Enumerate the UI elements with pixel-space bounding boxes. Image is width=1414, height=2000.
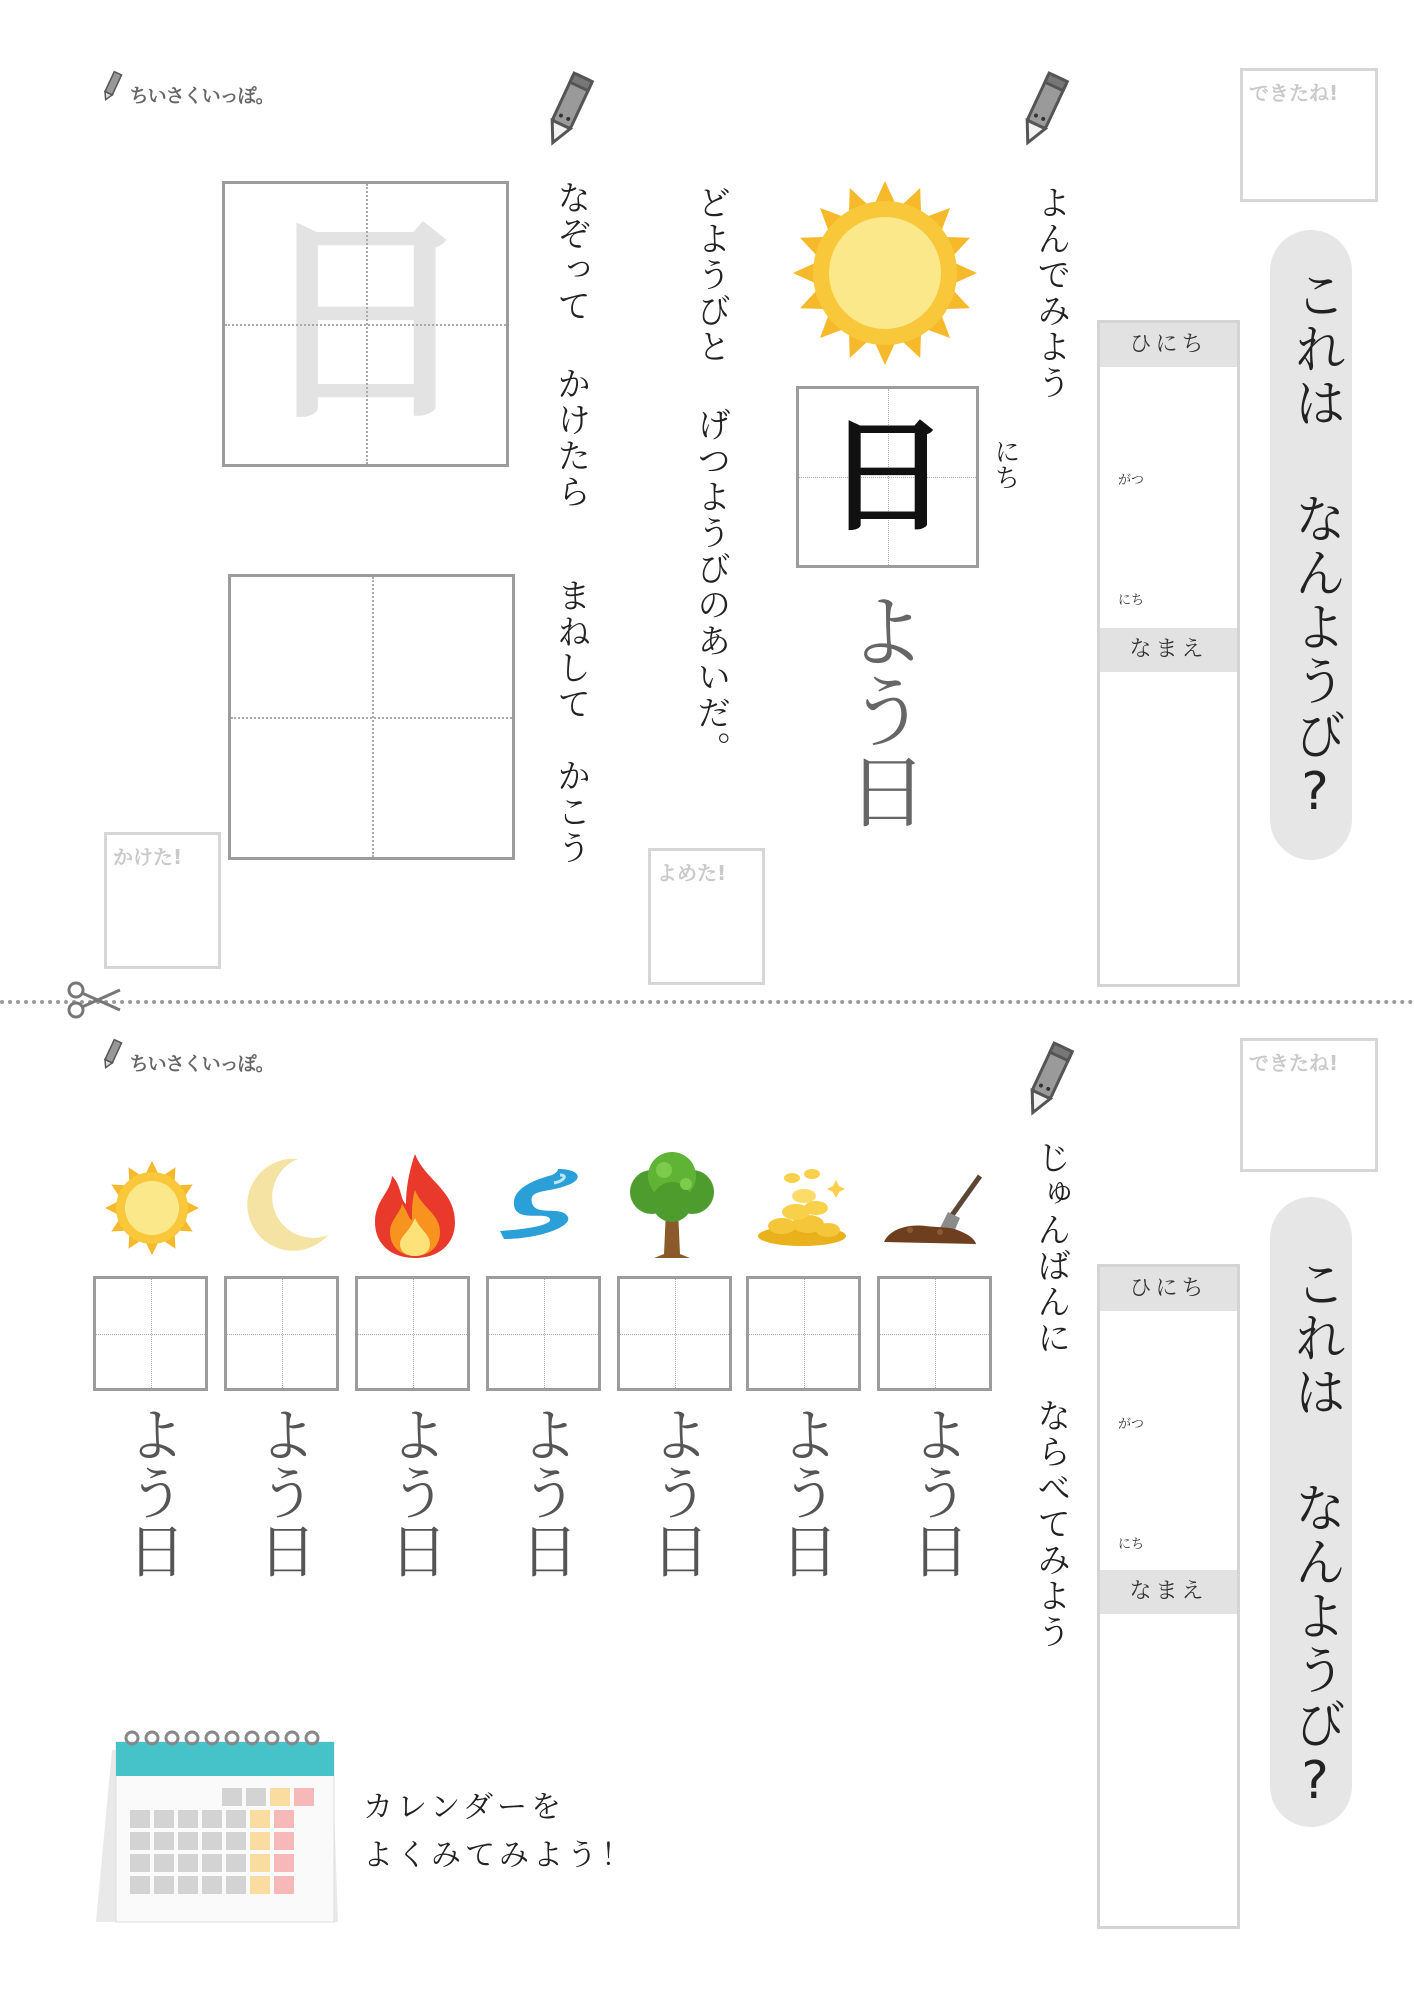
pencil-icon bbox=[100, 1038, 124, 1075]
moon-icon bbox=[240, 1155, 330, 1259]
date-label: ひにち bbox=[1100, 323, 1237, 367]
title-pill bbox=[1270, 230, 1352, 860]
cut-line bbox=[0, 1000, 1414, 1004]
date-input-area[interactable] bbox=[1108, 373, 1229, 623]
day-box[interactable] bbox=[355, 1276, 470, 1391]
day-suffix: よう日 bbox=[248, 1405, 317, 1579]
pencil-icon bbox=[1020, 1040, 1076, 1124]
soil-icon bbox=[880, 1170, 990, 1254]
sun-icon bbox=[790, 178, 980, 372]
trace-kanji: 日 bbox=[255, 194, 476, 450]
month-label: がつ bbox=[1118, 473, 1145, 488]
day-suffix: よう日 bbox=[641, 1405, 710, 1579]
trace-instruction-1: なぞって かけたら bbox=[550, 180, 591, 510]
done-stamp-box[interactable] bbox=[1240, 1038, 1378, 1172]
day-label: にち bbox=[1118, 1537, 1145, 1552]
calendar-text-1: カレンダーを bbox=[363, 1790, 566, 1825]
name-label: なまえ bbox=[1100, 1570, 1237, 1614]
done-stamp-label: できたね! bbox=[1249, 1051, 1339, 1075]
page-title: これは なんようび? bbox=[1285, 1257, 1345, 1813]
calendar-text-2: よくみてみよう！ bbox=[363, 1838, 635, 1873]
written-stamp-box[interactable] bbox=[104, 832, 221, 969]
date-input-area[interactable] bbox=[1108, 1317, 1229, 1565]
day-suffix: よう日 bbox=[770, 1405, 839, 1579]
calendar-icon bbox=[92, 1722, 342, 1936]
logo-text: ちいさくいっぽ。 bbox=[129, 1053, 274, 1075]
day-suffix: よう日 bbox=[510, 1405, 579, 1579]
kanji-character: 日 bbox=[825, 405, 950, 549]
day-suffix: よう日 bbox=[901, 1405, 970, 1579]
logo-text: ちいさくいっぽ。 bbox=[129, 85, 274, 107]
kanji-box bbox=[796, 386, 979, 568]
order-instruction: じゅんばんに ならべてみよう bbox=[1030, 1140, 1071, 1650]
gold-icon bbox=[752, 1160, 852, 1254]
date-name-box bbox=[1097, 320, 1240, 987]
logo bbox=[100, 70, 274, 108]
day-box[interactable] bbox=[617, 1276, 732, 1391]
read-stamp-label: よめた! bbox=[657, 861, 727, 885]
day-box[interactable] bbox=[224, 1276, 339, 1391]
description: どようびと げつようびのあいだ。 bbox=[690, 185, 731, 767]
water-icon bbox=[498, 1165, 588, 1249]
read-stamp-box[interactable] bbox=[648, 848, 765, 985]
date-label: ひにち bbox=[1100, 1267, 1237, 1311]
done-stamp-box[interactable] bbox=[1240, 68, 1378, 202]
pencil-icon bbox=[1015, 70, 1071, 154]
copy-box[interactable] bbox=[228, 574, 515, 860]
trace-instruction-2: まねして かこう bbox=[550, 578, 591, 866]
done-stamp-label: できたね! bbox=[1249, 81, 1339, 105]
day-suffix: よう日 bbox=[379, 1405, 448, 1579]
day-label: にち bbox=[1118, 593, 1145, 608]
pencil-icon bbox=[540, 70, 596, 154]
title-pill bbox=[1270, 1197, 1352, 1827]
written-stamp-label: かけた! bbox=[113, 845, 183, 869]
date-name-box bbox=[1097, 1264, 1240, 1929]
scissors-icon bbox=[66, 980, 122, 1024]
name-label: なまえ bbox=[1100, 628, 1237, 672]
day-box[interactable] bbox=[486, 1276, 601, 1391]
pencil-icon bbox=[100, 70, 124, 107]
day-box[interactable] bbox=[877, 1276, 992, 1391]
kanji-reading: にち bbox=[990, 438, 1020, 490]
page-title: これは なんようび? bbox=[1285, 268, 1345, 824]
month-label: がつ bbox=[1118, 1417, 1145, 1432]
read-instruction: よんでみよう bbox=[1030, 185, 1071, 401]
kanji-suffix: よう日 bbox=[834, 590, 927, 830]
name-input-area[interactable] bbox=[1108, 678, 1229, 978]
day-suffix: よう日 bbox=[117, 1405, 186, 1579]
trace-box[interactable] bbox=[222, 181, 509, 467]
sun-icon bbox=[104, 1160, 200, 1260]
name-input-area[interactable] bbox=[1108, 1620, 1229, 1920]
fire-icon bbox=[370, 1150, 460, 1264]
day-box[interactable] bbox=[746, 1276, 861, 1391]
tree-icon bbox=[622, 1150, 722, 1264]
day-box[interactable] bbox=[93, 1276, 208, 1391]
logo bbox=[100, 1038, 274, 1076]
